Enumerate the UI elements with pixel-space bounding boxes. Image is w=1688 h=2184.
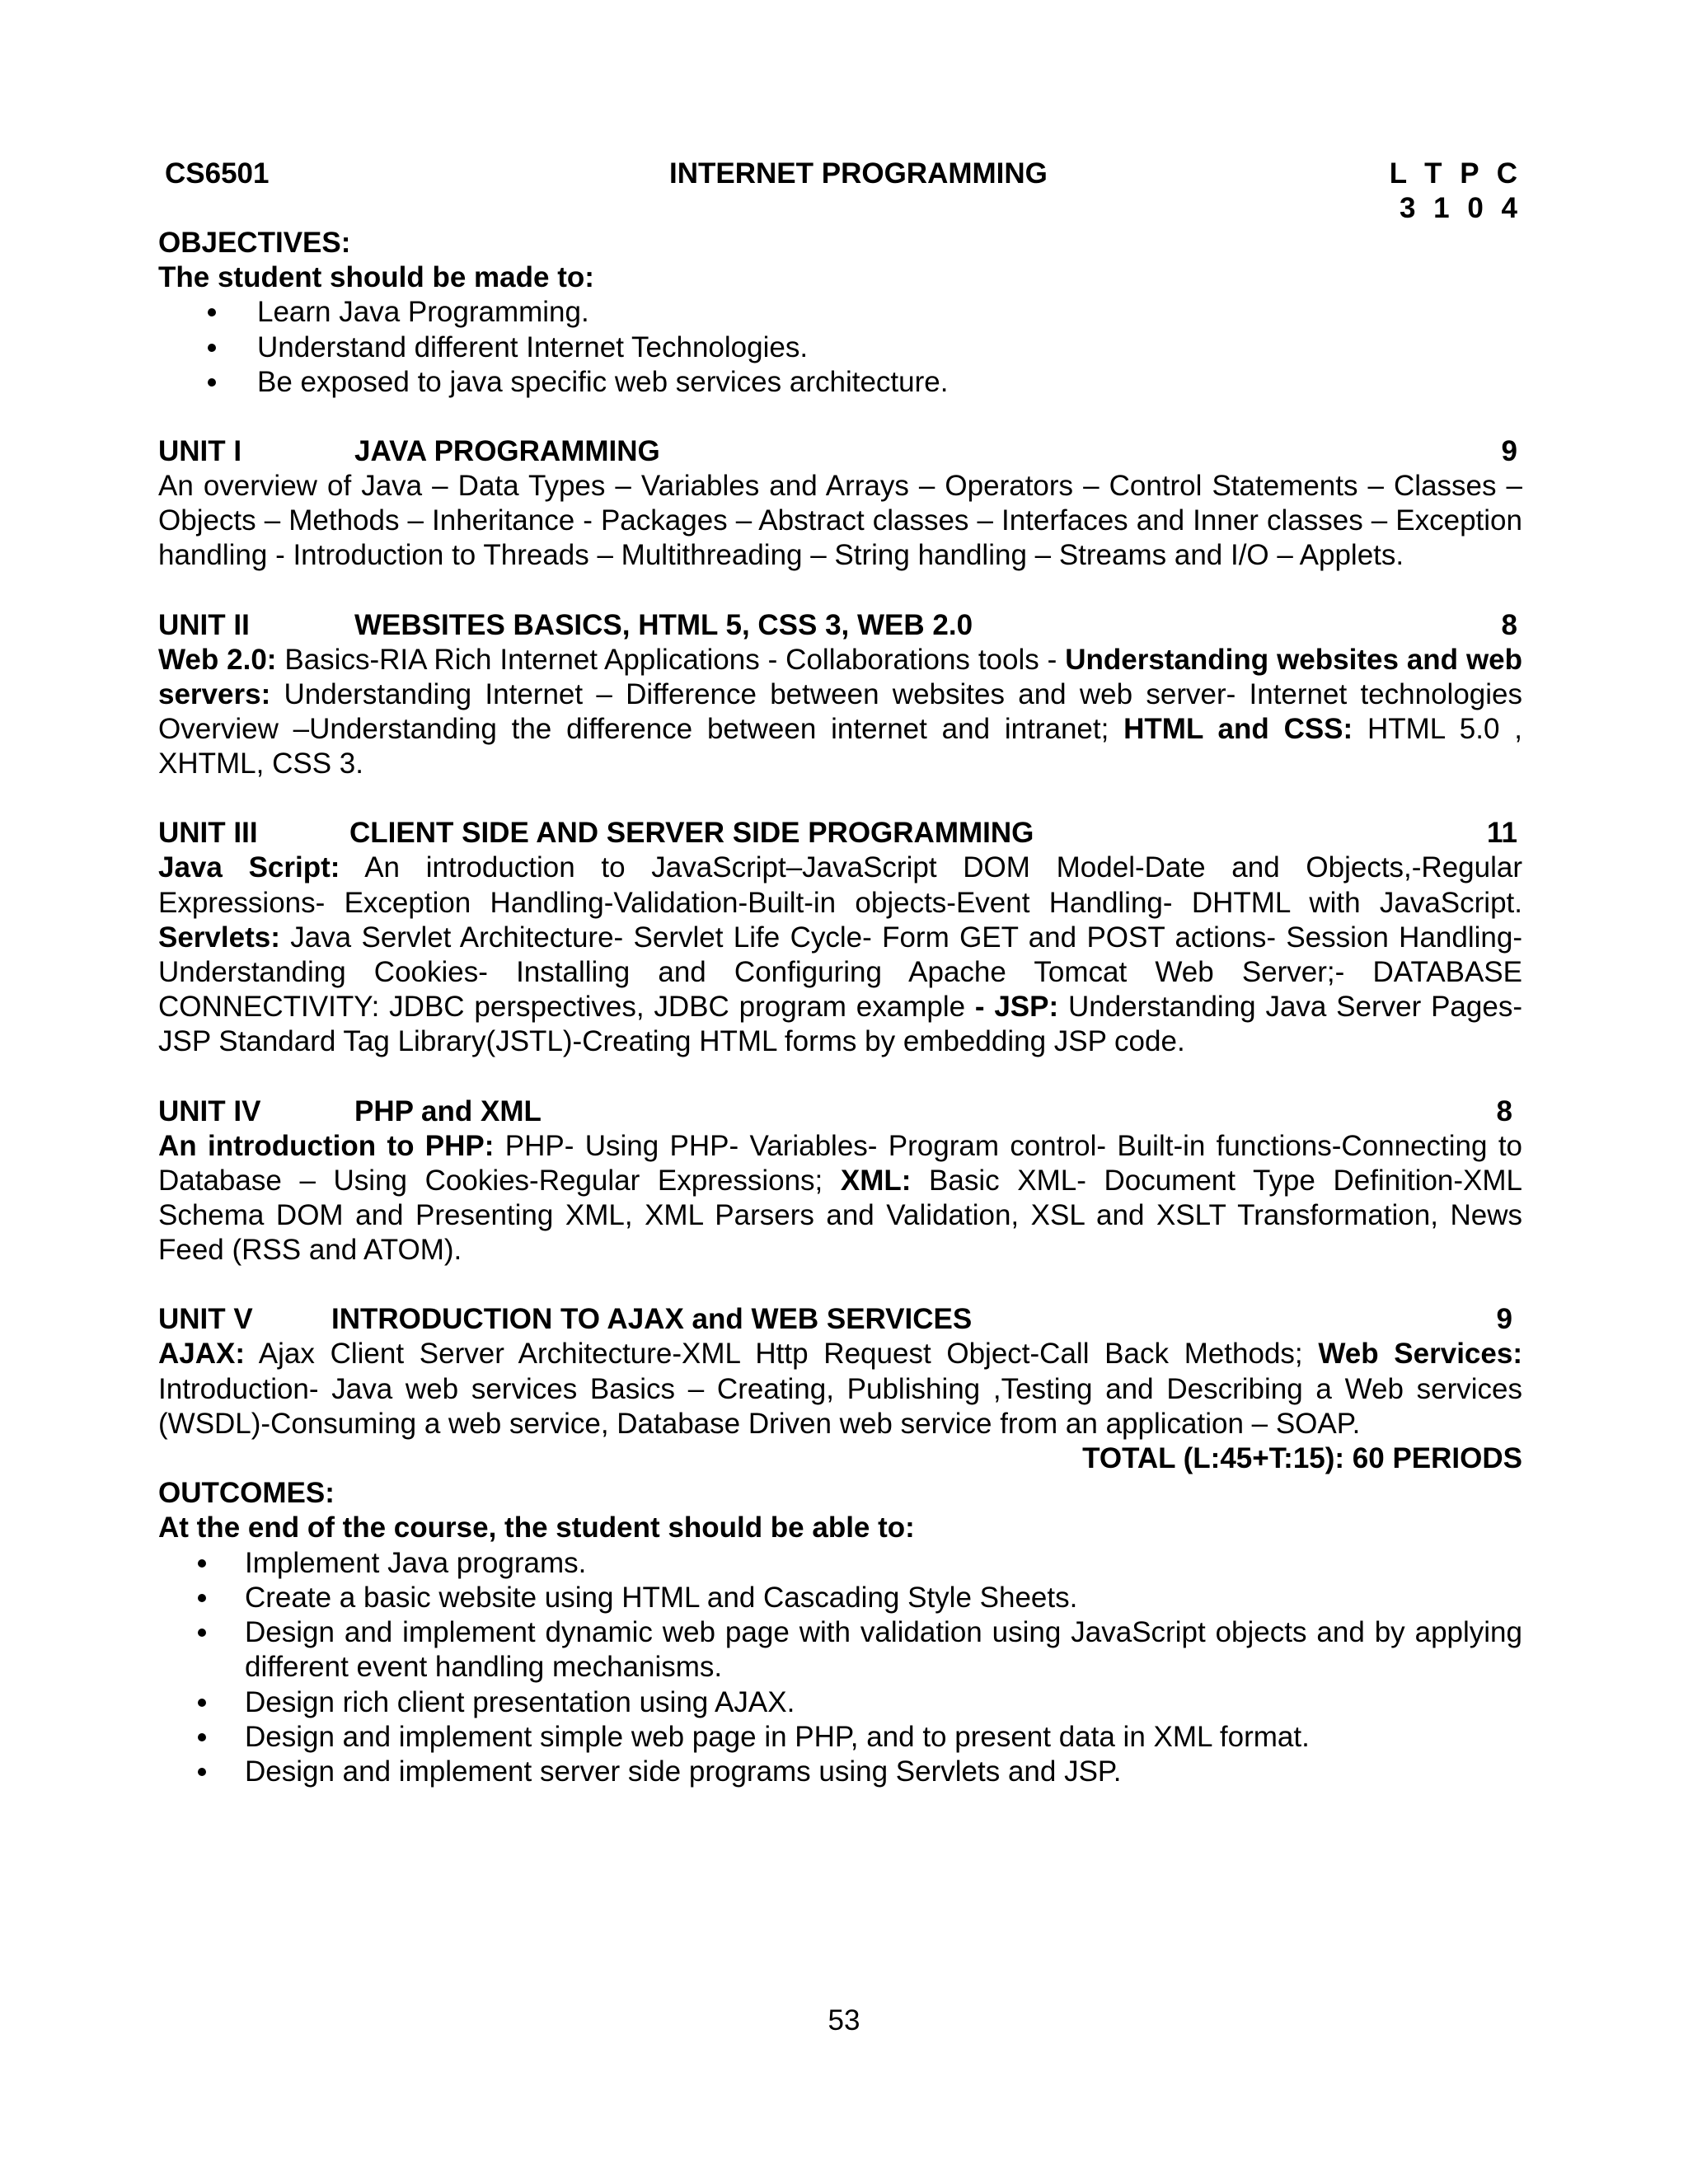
outcomes-intro: At the end of the course, the student should be able to: [158, 1511, 915, 1544]
unit-number: UNIT IV [158, 1094, 261, 1127]
unit-number: UNIT I [158, 435, 242, 468]
bullet-icon [198, 1594, 206, 1602]
unit-number: UNIT V [158, 1303, 253, 1336]
bullet-icon [208, 344, 216, 352]
unit-5-header [158, 1302, 1522, 1337]
list-item: Implement Java programs. [158, 1546, 1522, 1581]
unit-1-header [158, 434, 1522, 469]
total-periods: TOTAL (L:45+T:15): 60 PERIODS [1082, 1442, 1522, 1475]
list-item: Design and implement simple web page in PHP, and to present data in XML format. [158, 1720, 1522, 1755]
outcomes-list [158, 1546, 1522, 1789]
bullet-icon [198, 1559, 206, 1568]
course-title: INTERNET PROGRAMMING [669, 157, 1048, 190]
unit-2-header [158, 608, 1522, 643]
ltpc-labels: L T P C [1389, 157, 1522, 190]
course-code: CS6501 [165, 157, 270, 190]
outcomes-heading: OUTCOMES: [158, 1477, 335, 1510]
bullet-icon [198, 1629, 206, 1637]
unit-title: PHP and XML [354, 1094, 542, 1127]
unit-number: UNIT II [158, 608, 250, 641]
unit-3-header [158, 816, 1522, 851]
bullet-icon [198, 1733, 206, 1741]
unit-2-content: Web 2.0: Basics-RIA Rich Internet Applications - Collaborations tools - Understanding websites and web servers: Understanding Internet – Difference between websites and web server- Internet technologies Overview –Understanding the difference between internet and intranet; HTML and CSS: HTML 5.0 , XHTML, CSS 3. [158, 643, 1523, 780]
list-item: Learn Java Programming. [158, 295, 1522, 330]
bullet-icon [208, 378, 216, 387]
unit-5-content: AJAX: Ajax Client Server Architecture-XML Http Request Object-Call Back Methods; Web Services: Introduction- Java web services Basics – Creating, Publishing ,Testing and Describing a Web services (WSDL)-Consuming a web service, Database Driven web service from an application – SOAP. [158, 1338, 1522, 1440]
unit-title: INTRODUCTION TO AJAX and WEB SERVICES [331, 1303, 973, 1336]
unit-hours: 8 [1496, 1094, 1512, 1127]
unit-title: JAVA PROGRAMMING [354, 435, 660, 468]
unit-hours: 9 [1501, 435, 1517, 468]
list-item: Be exposed to java specific web services architecture. [158, 365, 1522, 400]
bullet-icon [208, 308, 216, 316]
list-item: Understand different Internet Technologies. [158, 330, 1522, 365]
list-item: Create a basic website using HTML and Cascading Style Sheets. [158, 1581, 1522, 1615]
unit-4-header [158, 1094, 1522, 1129]
ltpc-values: 3 1 0 4 [1399, 192, 1522, 224]
unit-hours: 9 [1496, 1303, 1512, 1336]
unit-3-content: Java Script: An introduction to JavaScript–JavaScript DOM Model-Date and Objects,-Regular Expressions- Exception Handling-Validation-Built-in objects-Event Handling- DHTML with JavaScript. Servlets: Java Servlet Architecture- Servlet Life Cycle- Form GET and POST actions- Session Handling- Understanding Cookies- Installing and Configuring Apache Tomcat Web Server;- DATABASE CONNECTIVITY: JDBC perspectives, JDBC program example - JSP: Understanding Java Server Pages-JSP Standard Tag Library(JSTL)-Creating HTML forms by embedding JSP code. [158, 851, 1522, 1058]
unit-1-content: An overview of Java – Data Types – Variables and Arrays – Operators – Control Statements – Classes – Objects – Methods – Inheritance - Packages – Abstract classes – Interfaces and Inner classes – Exception handling - Introduction to Threads – Multithreading – String handling – Streams and I/O – Applets. [158, 470, 1522, 572]
objectives-heading: OBJECTIVES: [158, 227, 351, 259]
unit-4-content: An introduction to PHP: PHP- Using PHP- Variables- Program control- Built-in functions-Connecting to Database – Using Cookies-Regular Expressions; XML: Basic XML- Document Type Definition-XML Schema DOM and Presenting XML, XML Parsers and Validation, XSL and XSLT Transformation, News Feed (RSS and ATOM). [158, 1129, 1523, 1267]
unit-hours: 8 [1501, 608, 1517, 641]
objectives-list [158, 295, 1522, 400]
list-item: Design rich client presentation using AJAX. [158, 1685, 1522, 1720]
unit-title: CLIENT SIDE AND SERVER SIDE PROGRAMMING [349, 817, 1034, 850]
unit-title: WEBSITES BASICS, HTML 5, CSS 3, WEB 2.0 [354, 608, 973, 641]
unit-hours: 11 [1487, 817, 1517, 850]
bullet-icon [198, 1699, 206, 1707]
objectives-intro: The student should be made to: [158, 261, 594, 294]
list-item: Design and implement dynamic web page with validation using JavaScript objects and by applying different event handling mechanisms. [158, 1615, 1522, 1685]
page-number: 53 [828, 2004, 860, 2036]
unit-number: UNIT III [158, 817, 258, 850]
syllabus-content [158, 157, 1522, 1789]
bullet-icon [198, 1768, 206, 1776]
list-item: Design and implement server side programs using Servlets and JSP. [158, 1755, 1522, 1789]
course-header [158, 157, 1522, 191]
